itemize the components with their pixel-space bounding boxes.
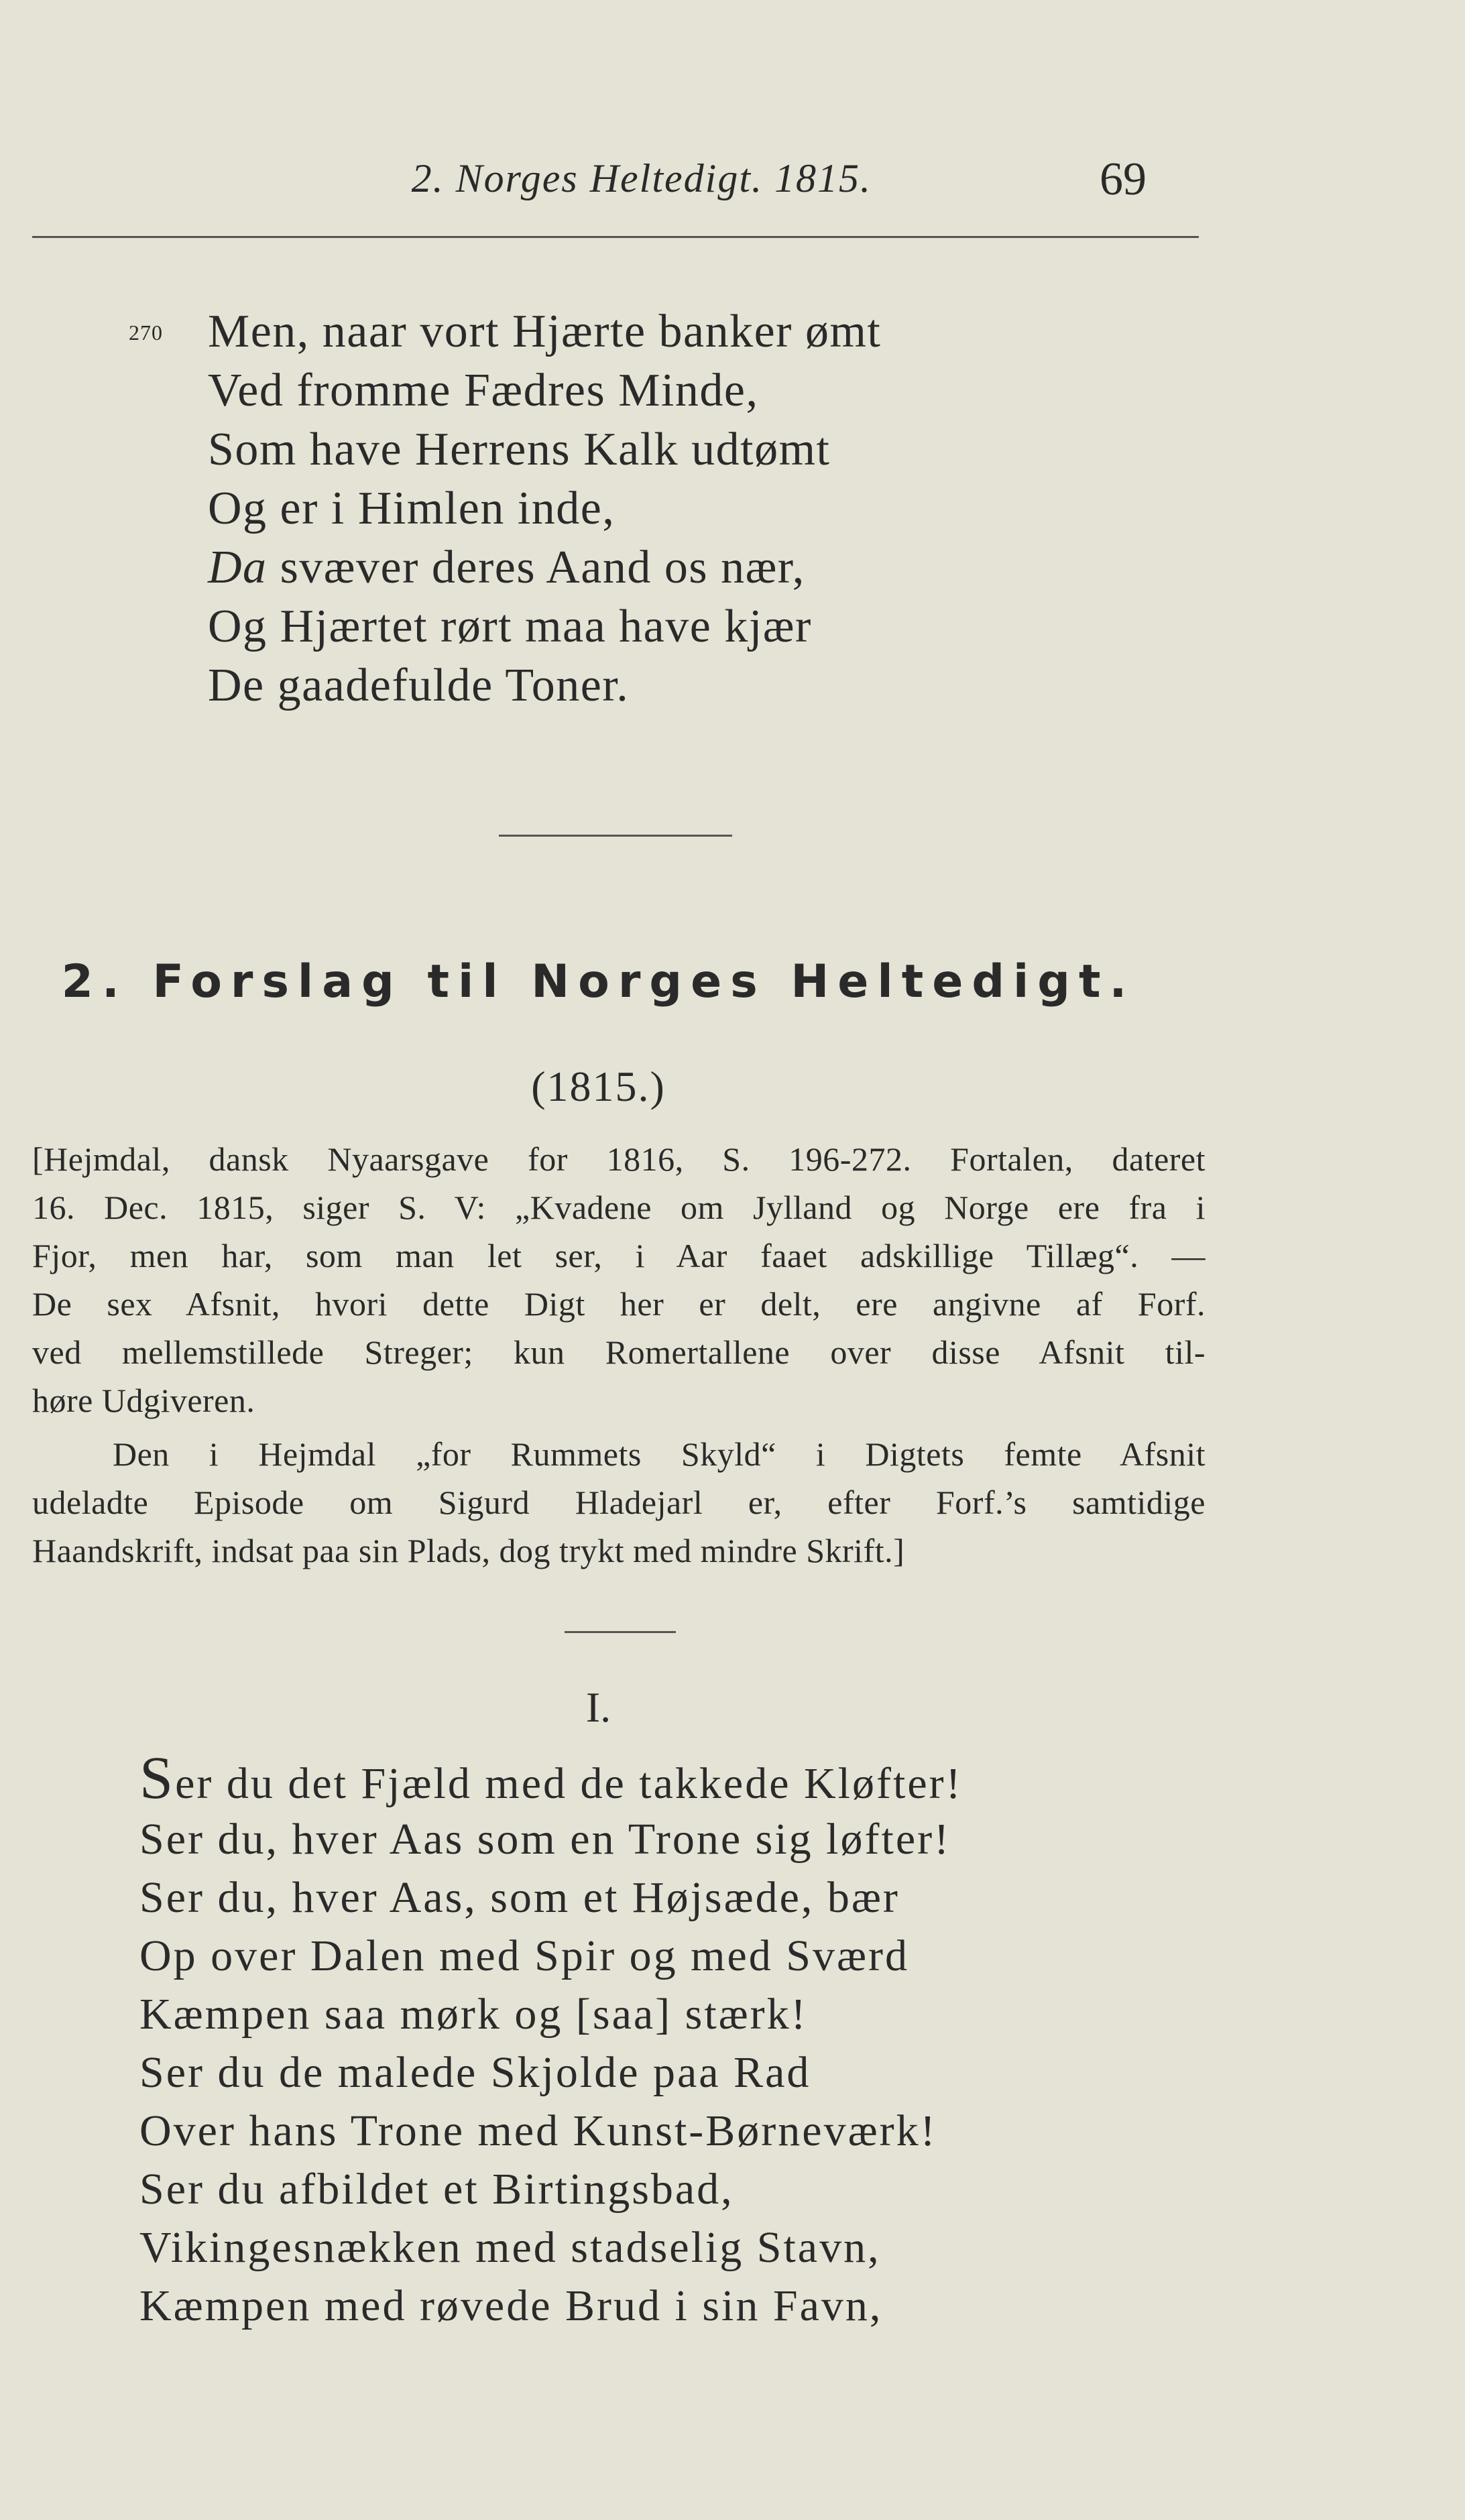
- canto-line: Kæmpen saa mørk og [saa] stærk!: [139, 1990, 808, 2039]
- section-title: 2. Forslag til Norges Heltedigt.: [61, 955, 1136, 1008]
- canto-line: Vikingesnækken med stadselig Stavn,: [139, 2223, 881, 2272]
- note-line: udeladte Episode om Sigurd Hladejarl er, efter Forf.’s samtidige: [32, 1484, 1206, 1521]
- header-rule: [32, 236, 1199, 238]
- note-line: ved mellemstillede Streger; kun Romertallene over disse Afsnit til-: [32, 1333, 1206, 1371]
- canto-line: Op over Dalen med Spir og med Sværd: [139, 1931, 910, 1980]
- canto-line: Ser du afbildet et Birtingsbad,: [139, 2165, 734, 2214]
- note-line: Fjor, men har, som man let ser, i Aar faaet adskillige Tillæg“. —: [32, 1237, 1206, 1274]
- verse-line-rest: svæver deres Aand os nær,: [280, 542, 805, 593]
- note-line: [Hejmdal, dansk Nyaarsgave for 1816, S. 196-272. Fortalen, dateret: [32, 1140, 1206, 1178]
- verse-line-number: 270: [129, 320, 163, 345]
- canto-first-line-rest: er du det Fjæld med de takkede Kløfter!: [175, 1759, 963, 1808]
- verse-line-italic-start: [208, 541, 805, 595]
- verse-line: Men, naar vort Hjærte banker ømt: [208, 306, 882, 357]
- section-divider: [499, 835, 732, 837]
- canto-line: Over hans Trone med Kunst-Børneværk!: [139, 2106, 937, 2155]
- verse-line: Ved fromme Fædres Minde,: [208, 365, 759, 416]
- note-line: høre Udgiveren.: [32, 1382, 255, 1419]
- canto-first-line: [139, 1745, 963, 1811]
- section-year: (1815.): [531, 1063, 666, 1110]
- canto-line: Ser du, hver Aas, som et Højsæde, bær: [139, 1873, 900, 1922]
- note-line: De sex Afsnit, hvori dette Digt her er delt, ere angivne af Forf.: [32, 1285, 1206, 1323]
- running-header: 2. Norges Heltedigt. 1815.: [411, 156, 872, 200]
- note-line: 16. Dec. 1815, siger S. V: „Kvadene om Jylland og Norge ere fra i: [32, 1189, 1206, 1226]
- verse-line: De gaadefulde Toner.: [208, 660, 630, 711]
- verse-line: Som have Herrens Kalk udtømt: [208, 424, 831, 475]
- note-line: Haandskrift, indsat paa sin Plads, dog trykt med mindre Skrift.]: [32, 1532, 905, 1569]
- drop-cap: S: [139, 1745, 176, 1811]
- page-number: 69: [1100, 154, 1147, 205]
- canto-line: Kæmpen med røvede Brud i sin Favn,: [139, 2281, 883, 2330]
- canto-numeral: I.: [585, 1683, 611, 1731]
- canto-line: Ser du, hver Aas som en Trone sig løfter!: [139, 1815, 951, 1864]
- canto-line: Ser du de malede Skjolde paa Rad: [139, 2048, 811, 2097]
- verse-line: Og Hjærtet rørt maa have kjær: [208, 601, 812, 652]
- note-line: Den i Hejmdal „for Rummets Skyld“ i Digtets femte Afsnit: [113, 1435, 1206, 1473]
- verse-line: Og er i Himlen inde,: [208, 483, 616, 534]
- canto-divider: [565, 1631, 676, 1633]
- italic-word: Da: [208, 542, 268, 593]
